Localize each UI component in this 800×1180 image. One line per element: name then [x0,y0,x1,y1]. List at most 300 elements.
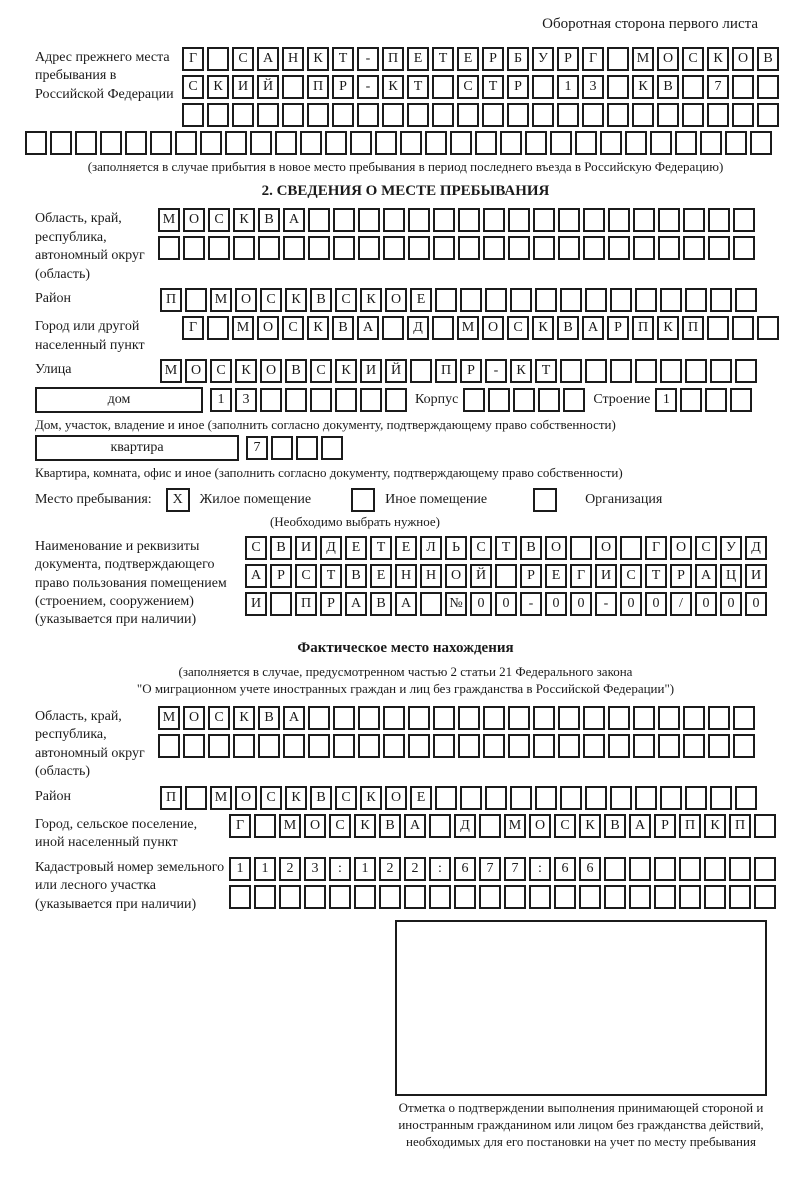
char-cell: И [295,536,317,560]
char-cell [733,706,755,730]
char-row [229,857,776,881]
char-cell [229,885,251,909]
char-cell [557,103,579,127]
checkbox-other-premises [351,488,375,512]
char-cell [708,706,730,730]
char-cell [508,706,530,730]
char-cell [332,103,354,127]
char-cell [683,734,705,758]
char-cell [158,734,180,758]
char-cell [432,75,454,99]
char-cell [635,786,657,810]
char-cell: Т [370,536,392,560]
char-cell [685,786,707,810]
char-cell [533,236,555,260]
char-cell: Т [495,536,517,560]
char-cell: В [258,706,280,730]
char-cell: 0 [745,592,767,616]
char-cell [660,786,682,810]
char-cell [535,786,557,810]
form-page [35,16,776,1151]
char-cell: А [695,564,717,588]
char-cell [754,857,776,881]
char-cell: А [283,208,305,232]
stroenie-cells [655,388,752,412]
char-cell: 1 [210,388,232,412]
char-cell [535,288,557,312]
char-cell: Й [385,359,407,383]
char-cell: Т [432,47,454,71]
char-cell [479,814,501,838]
char-cell: 0 [545,592,567,616]
char-cell: П [160,288,182,312]
char-cell: Т [645,564,667,588]
char-cell [607,103,629,127]
stay-type-note: (Необходимо выбрать нужное) [269,513,441,529]
char-cell [254,814,276,838]
apartment-note: Квартира, комната, офис и иное (заполнить согласно документу, подтверждающему право собственности) [35,465,623,481]
char-cell [704,857,726,881]
char-cell: 6 [454,857,476,881]
char-cell [250,131,272,155]
char-cell: 0 [620,592,642,616]
char-cell [585,786,607,810]
char-cell: Р [520,564,542,588]
field-district [35,288,776,312]
char-cell: 0 [645,592,667,616]
char-cell [532,103,554,127]
char-cell [450,131,472,155]
char-cell: В [520,536,542,560]
char-cell [382,103,404,127]
char-cell [729,885,751,909]
char-cell: О [183,706,205,730]
field-actual-district [35,786,776,810]
char-cell [629,857,651,881]
field-region [35,208,776,284]
field-city [35,316,776,355]
house-cells [210,388,407,412]
char-cell: У [532,47,554,71]
char-cell: 7 [504,857,526,881]
char-cell [354,885,376,909]
char-cell [658,734,680,758]
char-cell: Г [182,47,204,71]
char-cell: В [310,288,332,312]
char-cell: 2 [379,857,401,881]
char-cell: У [720,536,742,560]
char-cell: Т [482,75,504,99]
char-cell: П [729,814,751,838]
char-cell: Т [535,359,557,383]
char-cell [404,885,426,909]
apartment-cells [246,436,343,460]
char-cell: С [470,536,492,560]
char-cell: Й [257,75,279,99]
char-cell [207,316,229,340]
char-cell: О [657,47,679,71]
char-cell [432,316,454,340]
char-cell [458,734,480,758]
char-cell: М [160,359,182,383]
char-cell: 1 [354,857,376,881]
char-cell: К [704,814,726,838]
char-cell: П [679,814,701,838]
char-cell [579,885,601,909]
char-cell: С [210,359,232,383]
char-cell: С [335,786,357,810]
char-row [158,208,755,232]
char-cell [207,103,229,127]
char-cell: С [260,288,282,312]
char-cell: Е [370,564,392,588]
char-cell [225,131,247,155]
char-cell: Г [229,814,251,838]
char-cell: 1 [557,75,579,99]
char-cell: С [245,536,267,560]
char-cell [310,388,332,412]
char-cell: 0 [720,592,742,616]
char-cell: М [457,316,479,340]
char-cell: Г [570,564,592,588]
char-cell: С [335,288,357,312]
char-cell [529,885,551,909]
char-cell [633,734,655,758]
char-cell: Д [320,536,342,560]
char-cell [620,536,642,560]
char-cell [685,288,707,312]
char-cell: Е [410,288,432,312]
char-cell: П [160,786,182,810]
char-cell: П [307,75,329,99]
house-box-label: дом [35,387,203,413]
char-cell: К [360,288,382,312]
char-cell: 3 [304,857,326,881]
char-cell [558,236,580,260]
field-actual-region [35,706,776,782]
char-cell [658,236,680,260]
char-cell: С [208,706,230,730]
char-cell [658,208,680,232]
field-street [35,359,776,383]
char-cell [635,288,657,312]
document-rows [245,536,767,616]
char-cell: О [385,288,407,312]
char-cell [358,734,380,758]
actual-location-note-line2: "О миграционном учете иностранных граждан и лиц без гражданства в Российской Федерации") [136,681,675,697]
char-cell [675,131,697,155]
char-cell: С [329,814,351,838]
char-cell: П [632,316,654,340]
char-cell [282,103,304,127]
char-cell [632,103,654,127]
char-cell [485,288,507,312]
char-cell: Р [332,75,354,99]
char-cell [183,734,205,758]
char-row [245,536,767,560]
char-cell [383,706,405,730]
cadastral-label: Кадастровый номер земельного или лесного участка (указывается при наличии) [35,859,225,912]
char-cell: В [285,359,307,383]
char-cell [733,734,755,758]
char-cell [679,885,701,909]
prev-address-note: (заполняется в случае прибытия в новое место пребывания в период последнего въезда в Российскую Федерацию) [87,159,724,174]
actual-district-label: Район [35,788,71,804]
stamp-box [395,920,767,1096]
char-cell [207,47,229,71]
char-cell [608,236,630,260]
char-cell [660,359,682,383]
char-cell [270,592,292,616]
char-cell [660,288,682,312]
char-cell: Р [654,814,676,838]
char-cell: С [310,359,332,383]
char-cell [563,388,585,412]
char-cell [407,103,429,127]
char-cell [533,208,555,232]
char-cell: К [657,316,679,340]
char-cell [475,131,497,155]
char-cell [733,208,755,232]
char-cell: : [529,857,551,881]
char-cell: К [360,786,382,810]
char-cell [283,236,305,260]
char-cell [233,236,255,260]
char-cell [700,131,722,155]
char-cell [308,734,330,758]
char-cell [735,786,757,810]
char-cell: К [510,359,532,383]
char-cell: М [210,786,232,810]
char-cell [538,388,560,412]
char-cell [420,592,442,616]
char-cell: Е [410,786,432,810]
char-cell [600,131,622,155]
char-cell: О [235,288,257,312]
char-cell: 6 [554,857,576,881]
char-cell [296,436,318,460]
char-cell [435,786,457,810]
char-cell [482,103,504,127]
char-cell: В [557,316,579,340]
char-cell [358,706,380,730]
char-cell: № [445,592,467,616]
char-cell: М [232,316,254,340]
char-cell: 2 [279,857,301,881]
char-cell [608,734,630,758]
char-cell [682,103,704,127]
char-cell [304,885,326,909]
char-cell: М [504,814,526,838]
char-cell: К [207,75,229,99]
char-cell: Й [470,564,492,588]
char-cell [710,786,732,810]
apartment-row [35,435,776,461]
char-cell [625,131,647,155]
char-cell: С [457,75,479,99]
char-cell [408,706,430,730]
char-cell: 0 [495,592,517,616]
char-cell [657,103,679,127]
char-cell [333,734,355,758]
char-cell [532,75,554,99]
char-cell [558,706,580,730]
char-cell: О [545,536,567,560]
char-cell: К [285,288,307,312]
char-cell [735,359,757,383]
char-cell: К [233,208,255,232]
char-cell: С [182,75,204,99]
char-cell [533,734,555,758]
char-cell: О [235,786,257,810]
char-cell: С [295,564,317,588]
char-cell [383,734,405,758]
char-cell: О [185,359,207,383]
char-cell [704,885,726,909]
char-cell: И [745,564,767,588]
char-cell: К [632,75,654,99]
char-cell: 1 [254,857,276,881]
char-cell [360,388,382,412]
char-cell [483,734,505,758]
char-cell: М [279,814,301,838]
char-cell [329,885,351,909]
char-cell [254,885,276,909]
char-cell: К [285,786,307,810]
char-cell: 7 [246,436,268,460]
char-cell [554,885,576,909]
char-cell: С [682,47,704,71]
actual-city-label: Город, сельское поселение, иной населенный пункт [35,816,198,851]
char-cell: К [307,316,329,340]
char-cell [429,885,451,909]
char-cell [382,316,404,340]
char-cell [425,131,447,155]
page-header-note: Оборотная сторона первого листа [542,16,758,32]
char-cell [680,388,702,412]
char-cell: : [429,857,451,881]
char-cell [560,288,582,312]
char-cell: А [283,706,305,730]
char-cell [454,885,476,909]
char-cell: В [757,47,779,71]
char-cell [283,734,305,758]
char-cell: О [482,316,504,340]
char-cell: А [357,316,379,340]
cadastral-rows [229,857,776,909]
char-cell [383,208,405,232]
char-cell [629,885,651,909]
char-cell [732,75,754,99]
char-cell [633,208,655,232]
stroenie-label: Строение [593,392,651,408]
char-cell: В [370,592,392,616]
char-cell: Н [395,564,417,588]
korpus-cells [463,388,585,412]
char-cell [307,103,329,127]
char-cell: С [208,208,230,232]
stamp-area [395,920,776,1151]
char-cell: Р [670,564,692,588]
char-cell: К [579,814,601,838]
char-cell [208,734,230,758]
char-cell: Д [745,536,767,560]
char-cell [483,236,505,260]
char-cell [435,288,457,312]
char-cell: О [670,536,692,560]
char-cell [408,208,430,232]
char-cell: Л [420,536,442,560]
char-cell: : [329,857,351,881]
char-cell: М [632,47,654,71]
char-cell [513,388,535,412]
char-cell [385,388,407,412]
char-cell [685,359,707,383]
char-cell [708,236,730,260]
char-cell: 1 [655,388,677,412]
checkbox-residential: X [166,488,190,512]
char-cell [308,706,330,730]
char-cell: О [183,208,205,232]
char-cell [654,885,676,909]
char-cell: - [595,592,617,616]
char-cell [683,236,705,260]
char-cell [279,885,301,909]
char-cell [333,208,355,232]
char-cell [458,706,480,730]
char-cell [383,236,405,260]
char-row [229,814,776,838]
char-cell [433,236,455,260]
char-cell [583,236,605,260]
char-cell [488,388,510,412]
char-row [182,316,779,340]
char-cell [683,706,705,730]
char-cell [433,706,455,730]
street-label: Улица [35,362,72,378]
char-cell: - [520,592,542,616]
char-cell: Г [182,316,204,340]
char-cell [233,734,255,758]
char-cell [460,786,482,810]
char-cell: Д [454,814,476,838]
char-cell: М [210,288,232,312]
char-cell [730,388,752,412]
char-cell: - [357,75,379,99]
char-cell: Р [460,359,482,383]
char-cell [754,814,776,838]
char-cell [483,706,505,730]
char-cell [604,885,626,909]
char-cell: С [695,536,717,560]
char-cell [583,706,605,730]
char-cell: 6 [579,857,601,881]
char-cell [308,208,330,232]
char-cell [183,236,205,260]
char-cell [150,131,172,155]
char-cell: И [360,359,382,383]
char-cell [550,131,572,155]
char-cell: О [385,786,407,810]
char-cell: П [435,359,457,383]
char-cell [508,734,530,758]
char-cell: А [345,592,367,616]
stay-type-row [35,488,776,512]
korpus-label: Корпус [415,392,459,408]
house-row [35,387,776,413]
char-cell: В [604,814,626,838]
char-cell [282,75,304,99]
